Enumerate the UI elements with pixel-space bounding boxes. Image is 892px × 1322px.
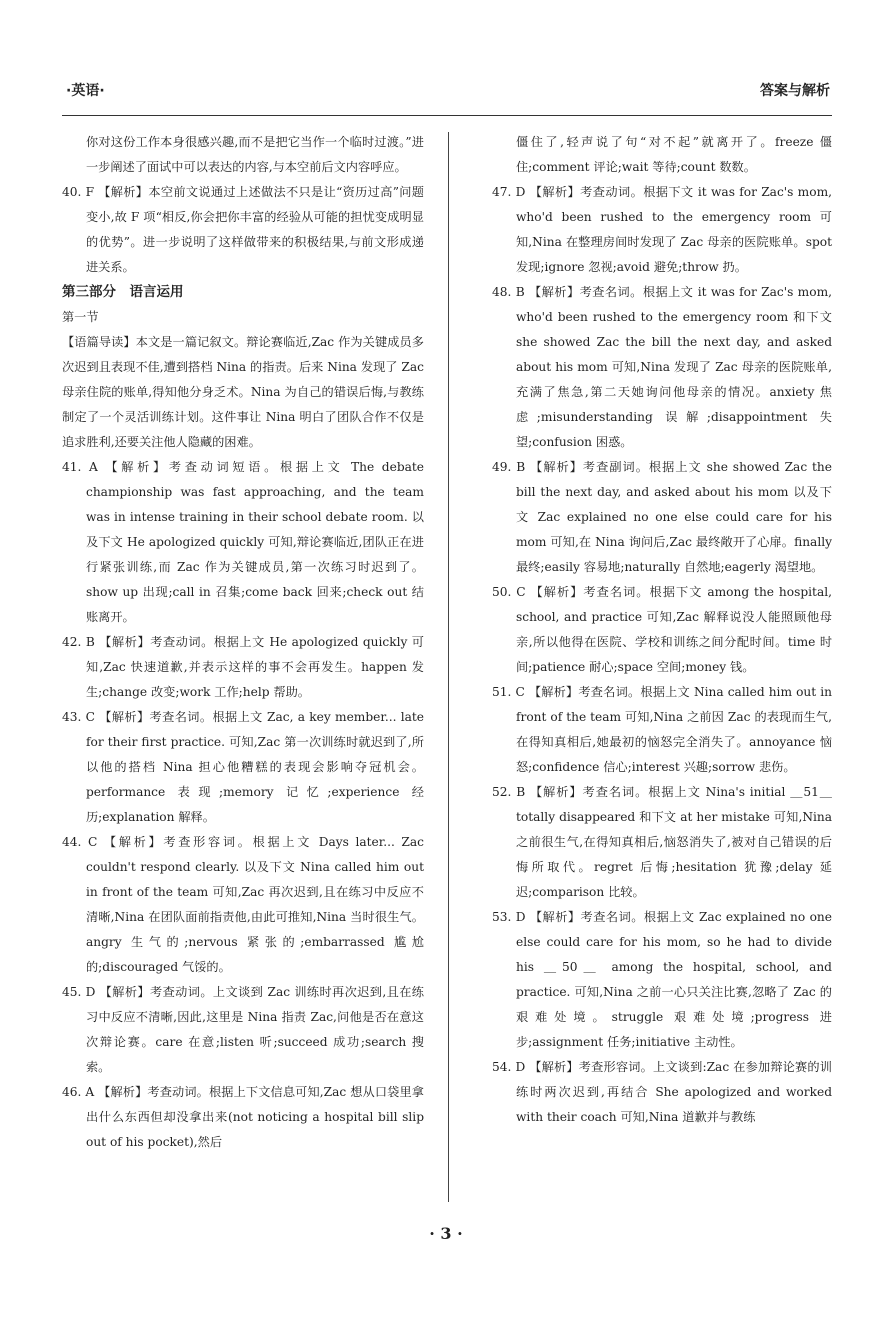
- answer-item: 44. C 【解析】考查形容词。根据上文 Days later... Zac couldn't respond clearly. 以及下文 Nina called him out in front of the team 可知,Zac 再次迟到,且在练习中反应不清晰,Nina 在团队面前指责他,由此可推知,Nina 当时很生气。angry 生气的;nervous 紧张的;embarrassed 尴尬的;discouraged 气馁的。: [62, 835, 424, 974]
- text-block: 【语篇导读】本文是一篇记叙文。辩论赛临近,Zac 作为关键成员多次迟到且表现不佳,遭到搭档 Nina 的指责。后来 Nina 发现了 Zac 母亲住院的账单,得知他分身乏术。Nina 为自己的错误后悔,与教练制定了一个灵活训练计划。这件事让 Nina 明白了团队合作不仅是追求胜利,还要关注他人隐藏的困难。: [62, 335, 424, 449]
- page-number: · 3 ·: [429, 1224, 463, 1243]
- answer-item: 48. B 【解析】考查名词。根据上文 it was for Zac's mom, who'd been rushed to the emergency room 和下文 she showed Zac the bill the next day, and asked about his mom 可知,Nina 发现了 Zac 母亲的医院账单,充满了焦急,第二天她询问他母亲的情况。anxiety 焦虑;misunderstanding 误解;disappointment 失望;confusion 困惑。: [492, 285, 832, 449]
- answer-item: 53. D 【解析】考查名词。根据上文 Zac explained no one else could care for his mom, so he had to divide his ＿50＿ among the hospital, school, and practice. 可知,Nina 之前一心只关注比赛,忽略了 Zac 的艰难处境。struggle 艰难处境;progress 进步;assignment 任务;initiative 主动性。: [492, 910, 832, 1049]
- right-column: [492, 130, 832, 1130]
- header-section-title: 答案与解析: [760, 83, 830, 99]
- answer-item: 43. C 【解析】考查名词。根据上文 Zac, a key member... late for their first practice. 可知,Zac 第一次训练时就迟到了,所以他的搭档 Nina 担心他糟糕的表现会影响夺冠机会。performance 表现;memory 记忆;experience 经历;explanation 解释。: [62, 710, 424, 824]
- answer-item: 54. D 【解析】考查形容词。上文谈到:Zac 在参加辩论赛的训练时两次迟到,再结合 She apologized and worked with their coach 可知,Nina 道歉并与教练: [492, 1060, 832, 1124]
- answer-item: 50. C 【解析】考查名词。根据下文 among the hospital, school, and practice 可知,Zac 解释说没人能照顾他母亲,所以他得在医院、学校和训练之间分配时间。time 时间;patience 耐心;space 空间;money 钱。: [492, 585, 832, 674]
- text-block: 你对这份工作本身很感兴趣,而不是把它当作一个临时过渡。”进一步阐述了面试中可以表达的内容,与本空前后文内容呼应。: [86, 135, 424, 174]
- answer-item: 49. B 【解析】考查副词。根据上文 she showed Zac the bill the next day, and asked about his mom 以及下文 Zac explained no one else could care for his mom 可知,在 Nina 询问后,Zac 最终敞开了心扉。finally 最终;easily 容易地;naturally 自然地;eagerly 渴望地。: [492, 460, 832, 574]
- text-block: 僵住了,轻声说了句“对不起”就离开了。freeze 僵住;comment 评论;wait 等待;count 数数。: [516, 135, 832, 174]
- header-subject: ·英语·: [66, 83, 105, 99]
- subsection-heading: 第一节: [62, 310, 99, 324]
- column-divider: [448, 132, 449, 1202]
- left-column: [62, 130, 424, 1155]
- answer-item: 42. B 【解析】考查动词。根据上文 He apologized quickly 可知,Zac 快速道歉,并表示这样的事不会再发生。happen 发生;change 改变;work 工作;help 帮助。: [62, 635, 424, 699]
- section-heading: 第三部分 语言运用: [62, 284, 184, 300]
- answer-item: 45. D 【解析】考查动词。上文谈到 Zac 训练时再次迟到,且在练习中反应不清晰,因此,这里是 Nina 指责 Zac,问他是否在意这次辩论赛。care 在意;listen 听;succeed 成功;search 搜索。: [62, 985, 424, 1074]
- text-block: 40. F 【解析】本空前文说通过上述做法不只是让“资历过高”问题变小,故 F 项“相反,你会把你丰富的经验从可能的担忧变成明显的优势”。进一步说明了这样做带来的积极结果,与前文形成递进关系。: [62, 185, 424, 274]
- answer-item: 51. C 【解析】考查名词。根据上文 Nina called him out in front of the team 可知,Nina 之前因 Zac 的表现而生气,在得知真相后,她最初的恼怒完全消失了。annoyance 恼怒;confidence 信心;interest 兴趣;sorrow 悲伤。: [492, 685, 832, 774]
- answer-item: 46. A 【解析】考查动词。根据上下文信息可知,Zac 想从口袋里拿出什么东西但却没拿出来(not noticing a hospital bill slip out of his pocket),然后: [62, 1085, 424, 1149]
- answer-item: 47. D 【解析】考查动词。根据下文 it was for Zac's mom, who'd been rushed to the emergency room 可知,Nina 在整理房间时发现了 Zac 母亲的医院账单。spot 发现;ignore 忽视;avoid 避免;throw 扔。: [492, 185, 832, 274]
- header-rule: [62, 115, 832, 116]
- answer-item: 41. A 【解析】考查动词短语。根据上文 The debate championship was fast approaching, and the team was in intense training in their school debate room. 以及下文 He apologized quickly 可知,辩论赛临近,团队正在进行紧张训练,而 Zac 作为关键成员,第一次练习时迟到了。show up 出现;call in 召集;come back 回来;check out 结账离开。: [62, 460, 424, 624]
- answer-item: 52. B 【解析】考查名词。根据上文 Nina's initial ＿51＿ totally disappeared 和下文 at her mistake 可知,Nina 之前很生气,在得知真相后,恼怒消失了,被对自己错误的后悔所取代。regret 后悔;hesitation 犹豫;delay 延迟;comparison 比较。: [492, 785, 832, 899]
